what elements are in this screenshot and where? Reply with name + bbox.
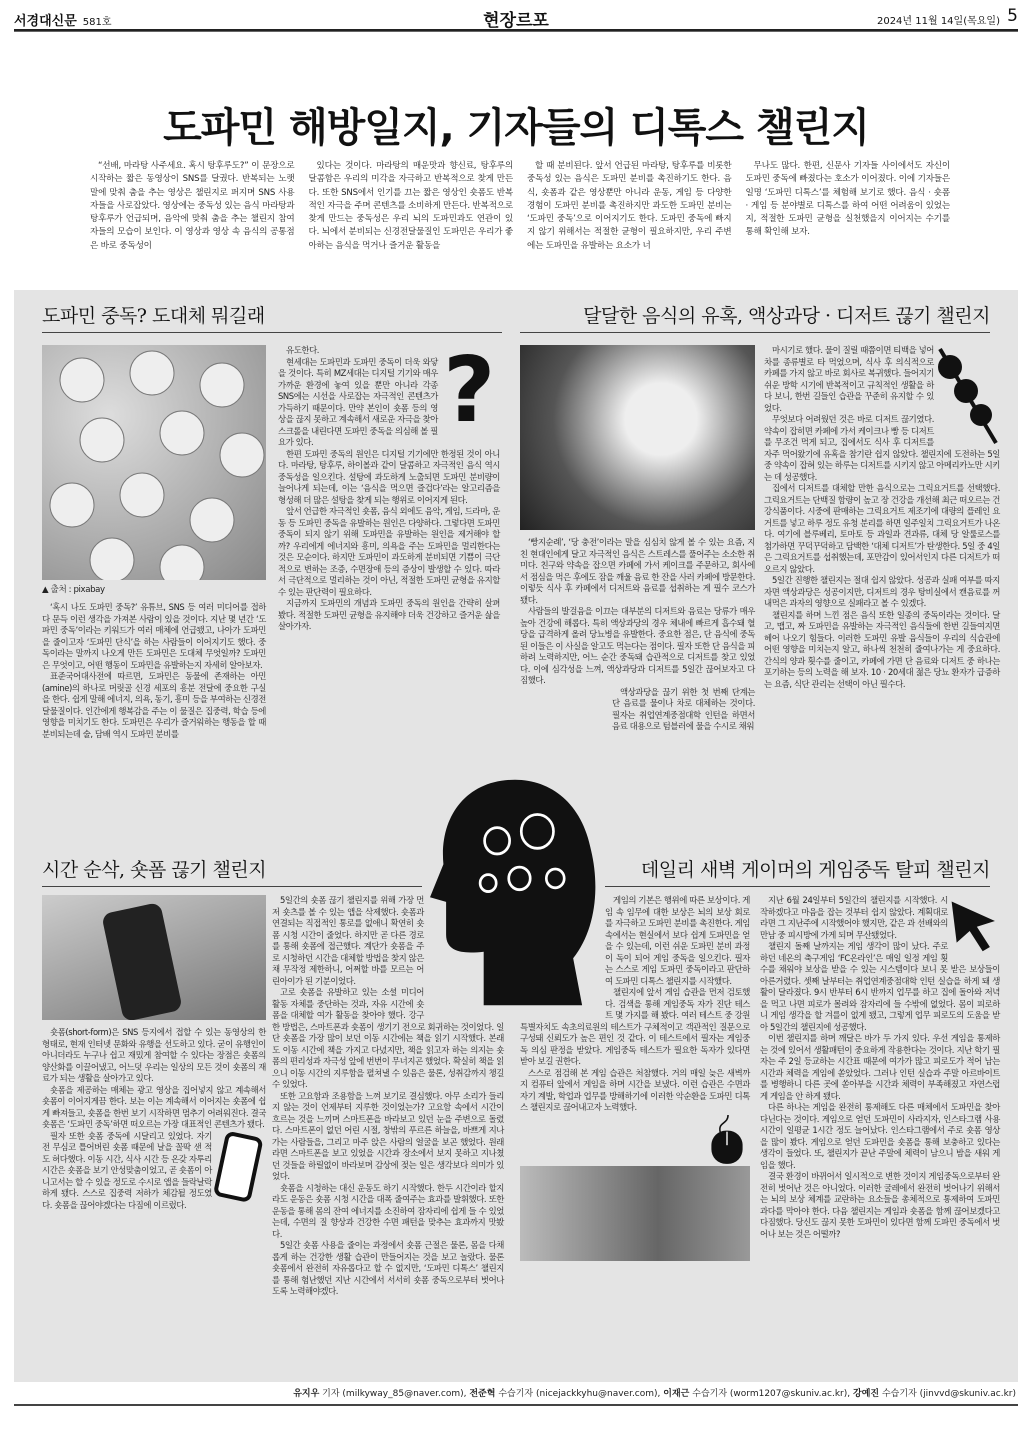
paragraph: 마시기로 했다. 물이 질릴 때쯤이면 티백을 넣어 차를 종류별로 타 먹었으며, 식사 후 의식적으로 카페를 가지 않고 바로 회사로 복귀했다. 들어지기 쉬운 방학 시기에 반복적이고 규칙적인 생활을 하다 보니, 한번 길들인 습관을 꾸준히 유지할 수 있었다. xyxy=(764,345,934,413)
paragraph: 5일간의 숏폼 끊기 챌린지를 위해 가장 먼저 숏츠를 볼 수 있는 앱을 삭제했다. 숏폼과 연결되는 직접적인 통로를 없애니 확연히 숏폼 시청 시간이 줄었다. 하지만 곧 다른 경로를 통해 숏폼에 접근했다. 계단가 숏폼을 주로 시청하던 시간을 대체할 방법을 찾지 않은 채 무작정 제한하니, 어쩌할 바를 모르는 어린아이가 된 기분이었다. xyxy=(272,895,424,986)
article-title: 도파민 해방일지, 기자들의 디톡스 챌린지 xyxy=(163,105,869,151)
intro-columns xyxy=(90,160,950,253)
author-name: 유지우 xyxy=(293,1389,320,1399)
intro-col: “선배, 마라탕 사주세요. 혹시 탕후루도?” 이 문장으로 시작하는 짧은 동영상이 SNS를 달궜다. 반복되는 노랫말에 맞춰 춤을 추는 영상은 챌린지로 퍼지며 SNS 사용자들을 사로잡았다. 영상에는 중독성 있는 음식 마라탕과 탕후루가 언급되며, 음악에 맞춰 춤을 추는 챌린지 참여자들의 모습이 보인다. 이 영상과 영상 속 음식의 공통점은 바로 중독성이 xyxy=(90,161,295,251)
issue-number: 581호 xyxy=(82,17,112,28)
s2-col2 xyxy=(764,345,1000,690)
paragraph: 이번 챌린지를 하며 깨달은 바가 두 가지 있다. 우선 게임을 통제하는 것에 있어서 생활패턴이 중요하게 작용한다는 것이다. 지난 학기 필자는 주 2일 등교하는 시간표 때문에 여가가 많고 피로도가 적어 남는 시간과 체력을 게임에 쏟았었다. 그러나 인턴 실습과 주말 아르바이트를 병행하니 다른 곳에 쏟아부을 시간과 체력이 부족해졌고 자연스럽게 게임을 안 하게 됐다. xyxy=(760,1033,1000,1101)
paragraph: 다른 하나는 게임을 완전히 통제해도 다른 매체에서 도파민을 찾아다닌다는 것이다. 게임으로 얻던 도파민이 사라지자, 인스타그램 사용 시간이 일평균 1시간 정도 늘어났다. 인스타그램에서 주로 숏폼 영상을 많이 봤다. 게임으로 얻던 도파민을 숏폼을 통해 보충하고 있다는 생각이 들었다. 또, 챌린지가 끝난 주말에 체력이 남으니 밤을 새워 게임을 했다. xyxy=(760,1102,1000,1170)
page-header xyxy=(14,6,1018,31)
intro-col: 있다는 것이다. 마라탕의 매운맛과 향신료, 탕후루의 달콤함은 우리의 미각을 자극하고 반복적으로 찾게 만든다. 또한 SNS에서 인기를 끄는 짧은 영상인 숏폼도 반복적인 자극을 주며 콘텐츠를 소비하게 만든다. 반복적으로 찾게 만드는 중독성은 우리 뇌의 도파민과도 연관이 있다. 뇌에서 분비되는 신경전달물질인 도파민은 우리가 좋아하는 음식을 먹거나 즐거운 활동을 xyxy=(308,161,513,251)
paragraph: 한편 도파민 중독의 원인은 디지털 기기에만 한정된 것이 아니다. 마라탕, 탕후루, 하이볼과 같이 달콤하고 자극적인 음식 역시 중독성을 일으킨다. 설탕에 과도하게 노출되면 도파민 분비량이 늘어나게 되는데, 이는 ‘음식을 먹으면 즐겁다’라는 알고리즘을 형성해 더 많은 설탕을 찾게 되는 행위로 이어지게 된다. xyxy=(278,448,500,505)
photo-caption: ▲ 출처 : pixabay xyxy=(42,585,105,595)
author-role: 기자 xyxy=(322,1389,340,1399)
section-heading-dopamine: 도파민 중독? 도대체 뭐길래 xyxy=(42,304,502,333)
paragraph: 챌린지에 앞서 게임 습관을 먼저 검토했다. 검색을 통해 게임중독 자가 진단 테스트 몇 가지를 해 봤다. 여러 테스트 중 강원특별자치도 속초의료원의 테스트가 구체적이고 객관적인 질문으로 구성돼 신뢰도가 높은 편인 것 같다. 이 테스트에서 필자는 게임중독 의심 판정을 받았다. 게임중독 테스트가 필요한 독자가 있다면 받아 보길 권한다. xyxy=(520,987,750,1066)
section-name: 현장르포 xyxy=(483,11,549,31)
author-role: 수습기자 xyxy=(692,1389,728,1399)
paragraph: 사람들의 발걸음을 이끄는 대부분의 디저트와 음료는 당류가 매우 높아 건강에 해롭다. 특히 액상과당의 경우 체내에 빠르게 흡수돼 혈당을 급격하게 올려 당뇨병을 유발한다. 중요한 점은, 단 음식에 중독된 이들은 이 사실을 알고도 먹는다는 점이다. 필자 또한 단 음식을 피하려 노력하지만, 어느 순간 중독돼 습관적으로 디저트를 찾고 있었다. 이에 심각성을 느껴, 액상과당과 디저트를 5일간 끊어보자고 다짐했다. xyxy=(520,606,755,685)
s1-col2 xyxy=(278,338,500,633)
paragraph: 숏폼을 시청하는 대신 운동도 하기 시작했다. 한두 시간이라 할지라도 운동은 숏폼 시청 시간을 대폭 줄여주는 효과를 발휘했다. 또한 운동을 통해 몸의 잔여 에너지를 소진하여 잠자리에 쉽게 들 수 있었는데, 수면의 질 향상과 건강한 수면 패턴을 맞추는 효과까지 맛봤다. xyxy=(272,1182,504,1239)
paragraph: 현세대는 도파민과 도파민 중독이 더욱 와닿을 것이다. 특히 MZ세대는 디지털 기기와 매우 가까운 환경에 놓여 있을 뿐만 아니라 각종 SNS에는 시선을 사로잡는 자극적인 콘텐츠가 가득하기 때문이다. 만약 본인이 숏폼 등의 영상을 끊지 못하고 계속해서 새로운 자극을 찾아 스크롤을 내린다면 도파민 중독을 의심해 볼 필요가 있다. xyxy=(278,356,438,447)
paragraph: 액상과당을 끊기 위한 첫 번째 단계는 단 음료를 물이나 차로 대체하는 것이다. 필자는 취업연계중점대학 인턴을 하면서 음료 대용으로 텀블러에 물을 수시로 채워 xyxy=(612,686,755,731)
section-heading-shortform: 시간 순삭, 숏폼 끊기 챌린지 xyxy=(42,858,422,887)
author-email: (nicejackkyhu@naver.com) xyxy=(535,1389,658,1399)
byline: 유지우 기자 (milkyway_85@naver.com), 전준혁 수습기자 (nicejackkyhu@naver.com), 이재근 수습기자 (worm1207@skuniv.ac.kr), 강예진 수습기자 (jinvvd@skuniv.ac.kr) xyxy=(293,1389,1016,1399)
paragraph: 숏폼(short-form)은 SNS 등지에서 접할 수 있는 동영상의 한 형태로, 현재 인터넷 문화와 유행을 선도하고 있다. 굳이 유행인이 아니더라도 누구나 쉽고 재밌게 참여할 수 있다는 장점은 숏폼의 양산화를 이끌어냈고, 어느덧 우리는 일상의 모든 것이 숏폼의 재료가 되는 생활을 살아가고 있다. xyxy=(42,1027,266,1083)
s3-col1 xyxy=(42,895,266,1211)
s1-col1 xyxy=(42,345,266,740)
paragraph: 5일간 진행한 챌린지는 절대 쉽지 않았다. 성공과 실패 여부를 따지자면 액상과당은 성공이지만, 디저트의 경우 탕비실에서 캔음료를 꺼내먹은 과자의 영향으로 실패라고 볼 수 있겠다. xyxy=(764,575,1000,608)
paragraph: 표준국어대사전에 따르면, 도파민은 동물에 존재하는 아민(amine)의 하나로 머릿골 신경 세포의 흥분 전달에 중요한 구실을 한다. 쉽게 말해 에너지, 의욕, 동기, 흥미 등을 부여하는 신경전달물질이다. 인간에게 행복감을 주는 이 물질은 집중력, 학습 등에 영향을 미치기도 한다. 도파민은 우리가 즐거워하는 행동을 할 때 분비되는데 술, 담배 역시 도파민 분비를 xyxy=(42,671,266,739)
s2-col1 xyxy=(520,345,755,733)
skewer-icon xyxy=(934,345,1000,445)
paragraph: ‘혹시 나도 도파민 중독?’ 유튜브, SNS 등 여러 미디어를 접하다 문득 이런 생각을 가져본 사람이 있을 것이다. 지난 몇 년간 ‘도파민 중독’이라는 키워드가 여러 매체에 언급됐고, 나아가 도파민을 줄이고자 ‘도파민 단식’을 하는 사람들이 이어지기도 했다. 중독이라는 말까지 나오게 만든 도파민은 도대체 무엇일까? 도파민은 무엇이고, 어떤 행동이 도파민을 유발하는지 자세히 알아보자. xyxy=(42,602,266,670)
paragraph: 유도한다. xyxy=(286,345,320,355)
intro-col: 무나도 많다. 한편, 신문사 기자들 사이에서도 자신이 도파민 중독에 빠졌다는 호소가 이어졌다. 이에 기자들은 일명 ‘도파민 디톡스’를 체험해 보기로 했다. 음식 · 숏폼 · 게임 등 분야별로 디톡스를 하여 어떤 어려움이 있었는지, 적절한 도파민 균형을 실천했을지 이어지는 수기를 통해 확인해 보자. xyxy=(745,161,950,238)
mouse-icon xyxy=(704,1114,750,1166)
phone-in-photo xyxy=(101,902,183,1020)
author-name: 강예진 xyxy=(853,1389,880,1399)
section-heading-gaming: 데일리 새벽 게이머의 게임중독 탈피 챌린지 xyxy=(605,858,990,887)
publication-label: 서경대신문 xyxy=(14,14,77,29)
brain-wrap-spacer xyxy=(520,895,605,1015)
section-heading-dessert: 달달한 음식의 유혹, 액상과당 · 디저트 끊기 챌린지 xyxy=(520,304,990,333)
author-email: (milkyway_85@naver.com) xyxy=(342,1389,464,1399)
brain-wrap-spacer xyxy=(424,895,504,1015)
author-role: 수습기자 xyxy=(498,1389,534,1399)
s4-col2 xyxy=(760,895,1000,1240)
paragraph: 필자 또한 숏폼 중독에 시달리고 있었다. 자기 전 무심코 틀어버린 숏폼 때문에 날을 꼴딱 샌 적도 허다했다. 이동 시간, 식사 시간 등 온갖 자투리 시간은 숏폼을 보기 안성맞춤이었고, 곧 숏폼이 아니고서는 할 수 있을 정도로 수시로 앱을 들락날락하게 됐다. 스스로 집중력 저하가 체감될 정도였다. 숏폼을 끊어야겠다는 다짐에 이르렀다. xyxy=(42,1130,212,1210)
author-email: (jinvvd@skuniv.ac.kr) xyxy=(919,1389,1016,1399)
paragraph: 고로 숏폼을 유발하고 있는 소셜 미디어 활동 자체를 중단하는 것과, 자유 시간에 숏폼을 대체할 여가 활동을 찾아야 했다. 강구한 방법은, 스마트폰과 숏폼이 생기기 전으로 회귀하는 것이었다. 일단 숏폼을 가장 많이 보던 이동 시간에는 책을 읽기 시작했다. 본래도 이동 시간에 책을 가지고 다녔지만, 책을 읽고자 하는 의지는 숏폼의 편리성과 자극성 앞에 번번이 무너지곤 했었다. 확실히 책을 읽으니 이동 시간의 지루함을 펼쳐낼 수 있음은 물론, 성취감까지 챙길 수 있었다. xyxy=(272,987,504,1089)
cursor-icon xyxy=(948,895,1000,957)
header-rule xyxy=(14,29,1018,32)
paragraph: 챌린지 돌째 날까지는 게임 생각이 많이 났다. 주로 하던 네온의 축구게임 ‘FC온라인’은 매일 일정 게임 횟수를 채워야 보상을 받을 수 있는 시스템이다 보니 못 받은 보상들이 아른거렸다. 셋째 날부터는 취업연계중점대학 인턴 실습을 하게 돼 생활이 달라졌다. 9시 반부터 6시 반까지 업무를 하고 집에 돌아와 저녁을 먹고 나면 피로가 몰려와 잠자리에 들 수밖에 없었다. 몸이 피로하니 게임 생각을 할 겨를이 없게 됐고, 그렇게 업무 피로도의 도움을 받아 5일간의 챌린지에 성공했다. xyxy=(760,941,1000,1032)
intro-col: 할 때 분비된다. 앞서 언급된 마라탕, 탕후루를 비롯한 중독성 있는 음식은 도파민 분비를 촉진하기도 한다. 음식, 숏폼과 같은 영상뿐만 아니라 운동, 게임 등 다양한 경험이 도파민 분비를 촉진하지만 과도한 도파민 분비는 ‘도파민 중독’으로 이어지기도 한다. 도파민 중독에 빠지지 않기 위해서는 적절한 균형이 필요하지만, 우리 주변에는 도파민을 유발하는 요소가 너 xyxy=(527,161,732,251)
smartphone-photo xyxy=(42,895,266,1020)
smartphone-icon xyxy=(212,1131,266,1205)
smiley-pills-photo xyxy=(42,345,266,580)
s3-col2 xyxy=(272,895,504,1298)
paragraph: 5일간 숏폼 사용을 줄이는 과정에서 숏폼 근절은 물론, 몸을 다채롭게 하는 건강한 생활 습관이 만들어지는 것을 보고 놀랐다. 물론 숏폼에서 완전히 자유롭다고 할 수 없지만, ‘도파민 디톡스’ 챌린지를 통해 험난했던 지난 시간에서 서서히 숏폼 중독으로부터 벗어나도록 노력해야겠다. xyxy=(272,1240,504,1296)
gamer-photo xyxy=(520,1166,750,1261)
footer-rule xyxy=(14,1404,1018,1406)
paragraph: 게임의 기본은 행위에 따른 보상이다. 게임 속 임무에 대한 보상은 뇌의 보상 회로를 자극하고 도파민 분비를 촉진한다. 게임 속에서는 현실에서 보다 쉽게 도파민을 얻을 수 있는데, 이런 쉬운 도파민 분비 과정이 독이 되어 게임 중독을 일으킨다. 필자는 스스로 게임 도파민 중독이라고 판단하여 도파민 디톡스 챌린지를 시작했다. xyxy=(605,895,750,986)
author-email: (worm1207@skuniv.ac.kr) xyxy=(729,1389,848,1399)
author-name: 이재근 xyxy=(663,1389,690,1399)
author-name: 전준혁 xyxy=(469,1389,496,1399)
paragraph: 숏폼을 제공하는 매체는 광고 영상을 집어넣지 않고 계속해서 숏폼이 이어지게끔 한다. 보는 이는 계속해서 이어지는 숏폼에 쉽게 빠져들고, 숏폼을 한번 보기 시작하면 멈추기 어려워진다. 결국 숏폼은 ‘도파민 중독’하면 떠오르는 가장 대표적인 콘텐츠가 됐다. xyxy=(42,1084,266,1129)
paragraph: 지난 6월 24일부터 5일간의 챌린지를 시작했다. 시작하겠다고 마음을 잡는 것부터 쉽지 않았다. 계획대로라면 그 지난주에 시작했어야 했지만, 같은 과 선배와의 만남 중 피시방에 가게 되며 무산됐었다. xyxy=(760,895,948,940)
paragraph: 앞서 언급한 자극적인 숏폼, 음식 외에도 음악, 게임, 드라마, 운동 등 도파민 중독을 유발하는 원인은 다양하다. 그렇다면 도파민 중독이 되지 않기 위해 도파민을 유발하는 원인을 제거해야 할까? 우리에게 에너지와 흥미, 의욕을 주는 도파민을 멀리한다는 것은 모순이다. 하지만 도파민이 과도하게 분비되면 기쁨이 극단적으로 변하는 조증, 수면장애 등의 증상이 발생할 수 있다. 따라서 극단적으로 멀리하는 것이 아닌, 적절한 도파민 균형을 유지할 수 있는 판단력이 필요하다. xyxy=(278,506,500,597)
issue-date: 2024년 11월 14일(목요일) xyxy=(876,16,1000,27)
paragraph: 지금까지 도파민의 개념과 도파민 중독의 원인을 간략히 살펴봤다. 적절한 도파민 균형을 유지해야 더욱 건강하고 즐거운 삶을 살아가자. xyxy=(278,598,500,631)
question-mark-icon: ? xyxy=(443,338,495,443)
paragraph: 또한 고요함과 조용함을 느껴 보기로 결심했다. 아무 소리가 들리지 않는 것이 언제부터 지루한 것이었는가? 고요함 속에서 시간이 흐르는 것을 느끼며 스마트폰을 바라보고 있던 눈을 주변으로 돌렸다. 스마트폰이 없던 어린 시절, 창밖의 푸르른 하늘을, 바쁘게 지나가는 사람들을, 그리고 마주 앉은 사람의 얼굴을 보곤 했었다. 원래라면 스마트폰을 보고 있었을 시간과 장소에서 보지 못하고 지나쳤던 것들을 하릴없이 바라보며 감상에 젖는 일은 생각보다 의미가 있었다. xyxy=(272,1090,504,1181)
paragraph: 챌린지를 하며 느낀 점은 음식 또한 일종의 중독이라는 것이다. 달고, 맵고, 짜 도파민을 유발하는 자극적인 음식들에 한번 길들여지면 헤어 나오기 힘들다. 이러한 도파민 유발 음식들이 우리의 식습관에 어떤 영향을 미치는지 알고, 하나씩 천천히 줄여나가는 게 중요하다. 간식의 양과 횟수를 줄이고, 카페에 가면 단 음료와 디저트 중 하나는 포기하는 등의 노력을 해 보자. 10 · 20세대 젊은 당뇨 환자가 급증하는 요즘, 식단 관리는 선택이 아닌 필수다. xyxy=(764,609,1000,689)
s4-col1 xyxy=(520,895,750,1261)
paragraph: 집에서 디저트를 대체할 만한 음식으로는 그릭요거트를 선택했다. 그릭요거트는 단백질 함량이 높고 장 건강을 개선해 최근 떠오르는 건강식품이다. 시중에 판매하는 그릭요거트 제조기에 대량의 플레인 요거트를 넣고 하루 정도 유청 분리를 하면 일주일치 그릭요거트가 나온다. 여기에 블루베리, 토마토 등 과일과 견과류, 대체 당 알룰로스를 첨가하면 꾸덕꾸덕하고 담백한 ‘대체 디저트’가 탄생한다. 5일 중 4일은 그릭요거트를 섭취했는데, 포만감이 있어서인지 다른 디저트가 떠오르지 않았다. xyxy=(764,483,1000,574)
mouse-icon-wrap xyxy=(520,1114,750,1166)
paragraph: 결국 환경이 바뀌어서 일시적으로 변한 것이지 게임중독으로부터 완전히 벗어난 것은 아니었다. 이러한 굴레에서 완전히 벗어나기 위해서는 뇌의 보상 체계를 교란하는 요소들을 총체적으로 통제하여 도파민 과다를 막아야 한다. 다음 챌린지는 게임과 숏폼을 함께 끊어보겠다고 다짐했다. 당신도 끊지 못한 도파민이 있다면 함께 도파민 중독에서 벗어나 보는 것은 어떨까? xyxy=(760,1171,1000,1239)
paragraph: 무엇보다 어려웠던 것은 바로 디저트 끊기였다. 약속이 잡히면 카페에 가서 케이크나 빵 등 디저트를 무조건 먹게 되고, 집에서도 식사 후 디저트를 자주 먹어왔기에 유혹을 참기란 쉽지 않았다. 챌린지에 도전하는 5일 중 약속이 잡혀 있는 하루는 디저트를 시키지 않고 아메리카노만 시키는 데 성공했다. xyxy=(764,414,1000,482)
paragraph: 스스로 점검해 본 게임 습관은 처참했다. 거의 매일 늦은 새벽까지 컴퓨터 앞에서 게임을 하며 시간을 보냈다. 이런 습관은 수면과 자기 계발, 학업과 업무를 방해하기에 이러한 악순환을 도파민 디톡스 챌린지로 끊어내고자 노력했다. xyxy=(520,1067,750,1112)
blueberry-yogurt-photo xyxy=(520,345,755,530)
author-role: 수습기자 xyxy=(881,1389,917,1399)
page-number: 5 xyxy=(1007,6,1018,26)
paragraph: ‘빵지순례’, ‘당 충전’이라는 말을 심심치 않게 볼 수 있는 요즘, 지친 현대인에게 달고 자극적인 음식은 스트레스를 풀어주는 소소한 취미다. 친구와 약속을 잡으면 카페에 가서 케이크를 주문하고, 회사에서 점심을 먹은 후에도 잠을 깨울 음료 한 잔을 사러 카페에 방문한다. 이렇듯 식사 후 카페에서 디저트와 음료를 섭취하는 게 필수 코스가 됐다. xyxy=(520,537,755,605)
pills-illustration xyxy=(42,345,266,580)
